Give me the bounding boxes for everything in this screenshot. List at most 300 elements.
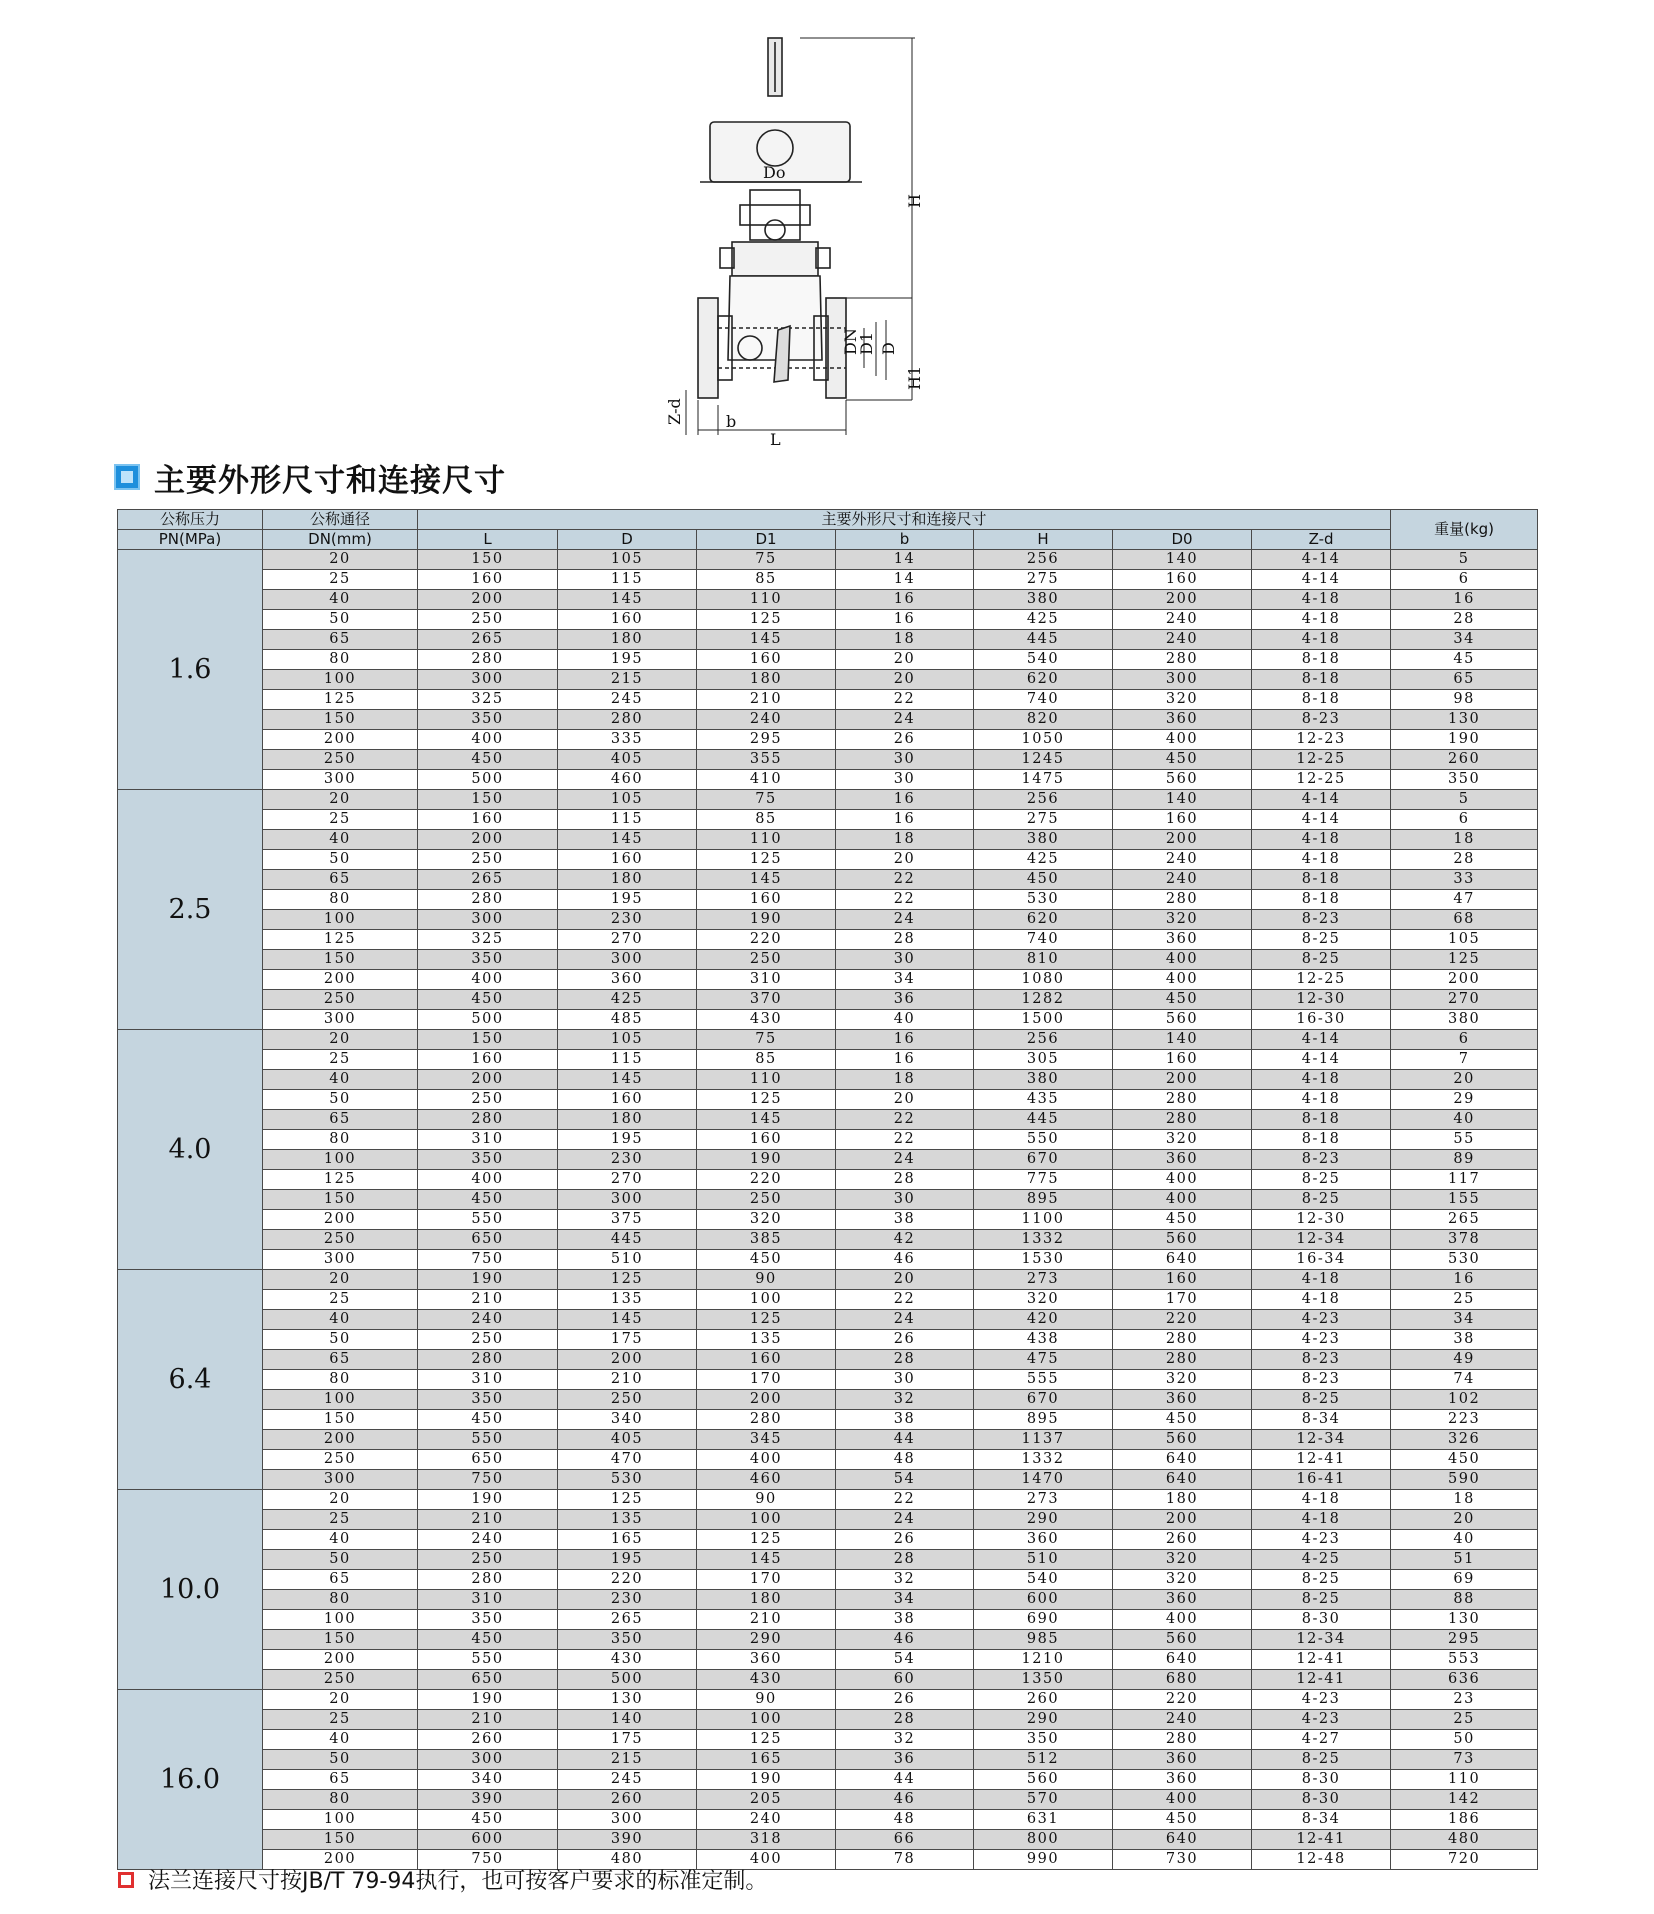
table-cell: 160 [697, 1130, 836, 1150]
table-cell: 90 [697, 1690, 836, 1710]
table-cell: 250 [697, 1190, 836, 1210]
table-cell: 22 [836, 1110, 974, 1130]
table-cell: 150 [263, 950, 418, 970]
table-row [118, 970, 1538, 990]
head-pn-cn: 公称压力 [118, 510, 263, 530]
table-cell: 260 [558, 1790, 697, 1810]
table-row [118, 1030, 1538, 1050]
table-cell: 48 [836, 1810, 974, 1830]
table-cell: 34 [1391, 630, 1538, 650]
table-cell: 4-14 [1252, 810, 1391, 830]
table-cell: 165 [558, 1530, 697, 1550]
table-cell: 530 [1391, 1250, 1538, 1270]
table-cell: 435 [974, 1090, 1113, 1110]
table-cell: 200 [1113, 830, 1252, 850]
table-cell: 320 [1113, 1550, 1252, 1570]
table-cell: 80 [263, 650, 418, 670]
table-cell: 300 [558, 950, 697, 970]
table-cell: 280 [418, 650, 558, 670]
table-cell: 50 [263, 1090, 418, 1110]
table-cell: 320 [1113, 910, 1252, 930]
table-cell: 560 [1113, 770, 1252, 790]
head-col-h: H [974, 530, 1113, 550]
table-cell: 26 [836, 1530, 974, 1550]
table-cell: 220 [558, 1570, 697, 1590]
table-cell: 450 [1391, 1450, 1538, 1470]
pressure-cell: 6.4 [118, 1270, 263, 1490]
footnote-bullet-icon [118, 1872, 134, 1888]
table-cell: 80 [263, 1130, 418, 1150]
table-cell: 16 [836, 1050, 974, 1070]
table-cell: 295 [1391, 1630, 1538, 1650]
table-cell: 60 [836, 1670, 974, 1690]
table-cell: 450 [418, 990, 558, 1010]
table-cell: 550 [418, 1430, 558, 1450]
table-cell: 240 [1113, 630, 1252, 650]
table-cell: 256 [974, 550, 1113, 570]
pressure-cell: 1.6 [118, 550, 263, 790]
table-cell: 16-34 [1252, 1250, 1391, 1270]
table-cell: 250 [263, 990, 418, 1010]
table-cell: 560 [1113, 1430, 1252, 1450]
table-row [118, 850, 1538, 870]
table-cell: 510 [558, 1250, 697, 1270]
pressure-cell: 4.0 [118, 1030, 263, 1270]
table-cell: 210 [697, 690, 836, 710]
table-cell: 175 [558, 1330, 697, 1350]
table-cell: 8-23 [1252, 1350, 1391, 1370]
table-cell: 150 [418, 1030, 558, 1050]
table-cell: 250 [418, 610, 558, 630]
table-cell: 270 [558, 930, 697, 950]
table-cell: 325 [418, 690, 558, 710]
table-cell: 200 [418, 1070, 558, 1090]
table-cell: 360 [1113, 1590, 1252, 1610]
table-cell: 12-25 [1252, 770, 1391, 790]
table-row [118, 1010, 1538, 1030]
table-cell: 180 [558, 1110, 697, 1130]
table-row [118, 550, 1538, 570]
table-cell: 75 [697, 1030, 836, 1050]
table-cell: 355 [697, 750, 836, 770]
table-row [118, 1570, 1538, 1590]
table-cell: 40 [263, 590, 418, 610]
table-cell: 1470 [974, 1470, 1113, 1490]
table-cell: 160 [1113, 1050, 1252, 1070]
table-cell: 8-18 [1252, 1130, 1391, 1150]
table-cell: 260 [1113, 1530, 1252, 1550]
table-cell: 1210 [974, 1650, 1113, 1670]
table-cell: 8-25 [1252, 1170, 1391, 1190]
table-cell: 16-30 [1252, 1010, 1391, 1030]
table-cell: 260 [1391, 750, 1538, 770]
table-cell: 50 [263, 850, 418, 870]
table-cell: 160 [558, 610, 697, 630]
table-cell: 300 [418, 910, 558, 930]
table-row [118, 830, 1538, 850]
table-cell: 30 [836, 1190, 974, 1210]
table-cell: 380 [974, 1070, 1113, 1090]
table-row [118, 950, 1538, 970]
table-cell: 560 [1113, 1010, 1252, 1030]
table-cell: 450 [974, 870, 1113, 890]
table-cell: 320 [1113, 1570, 1252, 1590]
table-cell: 400 [1113, 1790, 1252, 1810]
table-cell: 360 [1113, 1390, 1252, 1410]
table-cell: 4-18 [1252, 850, 1391, 870]
table-cell: 8-18 [1252, 670, 1391, 690]
table-row [118, 1590, 1538, 1610]
table-row [118, 670, 1538, 690]
table-cell: 98 [1391, 690, 1538, 710]
table-cell: 6 [1391, 1030, 1538, 1050]
table-cell: 135 [558, 1510, 697, 1530]
table-cell: 44 [836, 1430, 974, 1450]
table-cell: 230 [558, 1590, 697, 1610]
table-cell: 380 [974, 590, 1113, 610]
table-cell: 54 [836, 1650, 974, 1670]
table-cell: 450 [1113, 1210, 1252, 1230]
table-cell: 8-18 [1252, 650, 1391, 670]
table-cell: 22 [836, 1290, 974, 1310]
table-cell: 400 [1113, 1610, 1252, 1630]
table-cell: 560 [1113, 1630, 1252, 1650]
table-cell: 4-23 [1252, 1330, 1391, 1350]
table-cell: 620 [974, 670, 1113, 690]
table-cell: 150 [263, 1630, 418, 1650]
label-dn: DN [841, 328, 860, 355]
footnote [118, 1864, 767, 1895]
table-cell: 20 [836, 1090, 974, 1110]
table-cell: 335 [558, 730, 697, 750]
table-cell: 430 [558, 1650, 697, 1670]
table-cell: 445 [558, 1230, 697, 1250]
table-row [118, 1370, 1538, 1390]
table-cell: 400 [1113, 730, 1252, 750]
table-cell: 73 [1391, 1750, 1538, 1770]
table-cell: 200 [263, 970, 418, 990]
table-cell: 220 [1113, 1690, 1252, 1710]
table-cell: 560 [1113, 1230, 1252, 1250]
table-cell: 24 [836, 710, 974, 730]
table-cell: 256 [974, 790, 1113, 810]
head-dn-cn: 公称通径 [263, 510, 418, 530]
table-cell: 530 [974, 890, 1113, 910]
table-cell: 480 [558, 1850, 697, 1870]
pressure-cell: 10.0 [118, 1490, 263, 1690]
table-cell: 40 [263, 1070, 418, 1090]
table-cell: 45 [1391, 650, 1538, 670]
table-row [118, 1450, 1538, 1470]
table-cell: 50 [263, 1750, 418, 1770]
table-cell: 240 [697, 710, 836, 730]
table-cell: 20 [263, 1030, 418, 1050]
head-pn-en: PN(MPa) [118, 530, 263, 550]
table-cell: 800 [974, 1830, 1113, 1850]
table-cell: 38 [836, 1610, 974, 1630]
table-cell: 200 [263, 1650, 418, 1670]
table-row [118, 650, 1538, 670]
table-row [118, 990, 1538, 1010]
table-cell: 600 [974, 1590, 1113, 1610]
table-cell: 1332 [974, 1450, 1113, 1470]
table-cell: 65 [263, 1570, 418, 1590]
table-cell: 540 [974, 1570, 1113, 1590]
table-cell: 65 [263, 870, 418, 890]
table-cell: 20 [263, 1490, 418, 1510]
table-cell: 8-30 [1252, 1770, 1391, 1790]
table-row [118, 1350, 1538, 1370]
table-row [118, 1830, 1538, 1850]
table-row [118, 1610, 1538, 1630]
table-cell: 210 [418, 1290, 558, 1310]
table-cell: 305 [974, 1050, 1113, 1070]
table-cell: 6 [1391, 570, 1538, 590]
table-cell: 190 [418, 1690, 558, 1710]
table-cell: 145 [697, 870, 836, 890]
table-row [118, 1470, 1538, 1490]
table-cell: 640 [1113, 1470, 1252, 1490]
table-cell: 170 [697, 1570, 836, 1590]
table-cell: 350 [1391, 770, 1538, 790]
table-cell: 265 [418, 870, 558, 890]
label-h: H [905, 194, 924, 208]
table-cell: 25 [1391, 1290, 1538, 1310]
table-row [118, 1770, 1538, 1790]
table-cell: 640 [1113, 1450, 1252, 1470]
table-cell: 280 [1113, 890, 1252, 910]
table-cell: 130 [1391, 1610, 1538, 1630]
table-row [118, 930, 1538, 950]
table-cell: 720 [1391, 1850, 1538, 1870]
table-row [118, 1690, 1538, 1710]
table-cell: 390 [558, 1830, 697, 1850]
table-row [118, 1530, 1538, 1550]
table-cell: 8-18 [1252, 690, 1391, 710]
table-cell: 360 [1113, 930, 1252, 950]
table-cell: 170 [1113, 1290, 1252, 1310]
table-cell: 450 [418, 1630, 558, 1650]
table-cell: 16 [836, 610, 974, 630]
table-cell: 620 [974, 910, 1113, 930]
label-l: L [770, 430, 781, 449]
table-row [118, 610, 1538, 630]
table-cell: 280 [558, 710, 697, 730]
table-cell: 16 [836, 590, 974, 610]
table-cell: 512 [974, 1750, 1113, 1770]
head-col-d: D [558, 530, 697, 550]
table-cell: 90 [697, 1270, 836, 1290]
table-row [118, 1730, 1538, 1750]
table-cell: 30 [836, 750, 974, 770]
table-cell: 105 [558, 550, 697, 570]
table-cell: 200 [1113, 590, 1252, 610]
table-cell: 360 [558, 970, 697, 990]
table-row [118, 1390, 1538, 1410]
table-cell: 300 [263, 770, 418, 790]
table-cell: 430 [697, 1010, 836, 1030]
table-cell: 820 [974, 710, 1113, 730]
table-cell: 50 [263, 610, 418, 630]
table-cell: 100 [263, 1150, 418, 1170]
table-cell: 450 [418, 750, 558, 770]
table-cell: 690 [974, 1610, 1113, 1630]
table-cell: 140 [1113, 550, 1252, 570]
table-cell: 540 [974, 650, 1113, 670]
table-cell: 250 [418, 1550, 558, 1570]
table-row [118, 1150, 1538, 1170]
table-cell: 16 [836, 1030, 974, 1050]
table-cell: 300 [263, 1250, 418, 1270]
table-cell: 12-30 [1252, 1210, 1391, 1230]
table-cell: 155 [1391, 1190, 1538, 1210]
head-dn-en: DN(mm) [263, 530, 418, 550]
table-cell: 4-14 [1252, 1030, 1391, 1050]
table-cell: 280 [418, 1110, 558, 1130]
table-body [118, 550, 1538, 1870]
table-cell: 445 [974, 630, 1113, 650]
label-zd: Z-d [665, 398, 684, 425]
table-cell: 125 [558, 1490, 697, 1510]
table-cell: 12-23 [1252, 730, 1391, 750]
table-row [118, 750, 1538, 770]
table-cell: 140 [1113, 1030, 1252, 1050]
table-cell: 270 [558, 1170, 697, 1190]
table-cell: 650 [418, 1450, 558, 1470]
table-cell: 680 [1113, 1670, 1252, 1690]
table-cell: 230 [558, 910, 697, 930]
table-cell: 195 [558, 890, 697, 910]
table-cell: 40 [263, 1310, 418, 1330]
table-row [118, 1110, 1538, 1130]
table-cell: 400 [418, 970, 558, 990]
head-col-b: b [836, 530, 974, 550]
table-cell: 1245 [974, 750, 1113, 770]
table-row [118, 630, 1538, 650]
table-cell: 100 [697, 1510, 836, 1530]
table-cell: 390 [418, 1790, 558, 1810]
table-row [118, 1230, 1538, 1250]
table-cell: 160 [418, 570, 558, 590]
table-cell: 223 [1391, 1410, 1538, 1430]
table-cell: 345 [697, 1430, 836, 1450]
label-do: Do [763, 163, 786, 182]
table-cell: 20 [836, 1270, 974, 1290]
table-cell: 550 [418, 1650, 558, 1670]
table-cell: 640 [1113, 1830, 1252, 1850]
table-cell: 25 [263, 1290, 418, 1310]
table-cell: 22 [836, 690, 974, 710]
table-cell: 550 [418, 1210, 558, 1230]
table-cell: 145 [697, 1550, 836, 1570]
table-cell: 650 [418, 1230, 558, 1250]
table-cell: 190 [418, 1490, 558, 1510]
table-cell: 25 [263, 570, 418, 590]
table-cell: 280 [1113, 1090, 1252, 1110]
table-cell: 150 [263, 1190, 418, 1210]
table-cell: 190 [697, 910, 836, 930]
table-cell: 250 [418, 1330, 558, 1350]
table-cell: 400 [418, 730, 558, 750]
table-cell: 1500 [974, 1010, 1113, 1030]
table-cell: 5 [1391, 790, 1538, 810]
table-cell: 4-14 [1252, 550, 1391, 570]
table-cell: 650 [418, 1670, 558, 1690]
table-cell: 180 [697, 1590, 836, 1610]
table-cell: 240 [418, 1310, 558, 1330]
table-cell: 1282 [974, 990, 1113, 1010]
table-cell: 8-18 [1252, 870, 1391, 890]
table-cell: 18 [1391, 830, 1538, 850]
table-cell: 380 [1391, 1010, 1538, 1030]
table-cell: 8-18 [1252, 1110, 1391, 1130]
table-cell: 175 [558, 1730, 697, 1750]
table-cell: 485 [558, 1010, 697, 1030]
table-cell: 190 [418, 1270, 558, 1290]
table-cell: 4-18 [1252, 1510, 1391, 1530]
table-row [118, 910, 1538, 930]
table-cell: 740 [974, 690, 1113, 710]
table-cell: 100 [263, 670, 418, 690]
table-cell: 350 [418, 710, 558, 730]
table-cell: 425 [558, 990, 697, 1010]
table-cell: 280 [697, 1410, 836, 1430]
table-cell: 438 [974, 1330, 1113, 1350]
table-row [118, 1090, 1538, 1110]
table-cell: 750 [418, 1470, 558, 1490]
table-cell: 36 [836, 990, 974, 1010]
table-cell: 265 [1391, 1210, 1538, 1230]
table-cell: 8-25 [1252, 1590, 1391, 1610]
table-row [118, 1790, 1538, 1810]
head-col-d1: D1 [697, 530, 836, 550]
table-cell: 20 [836, 650, 974, 670]
table-cell: 378 [1391, 1230, 1538, 1250]
table-cell: 28 [836, 930, 974, 950]
table-cell: 200 [1113, 1510, 1252, 1530]
table-cell: 500 [558, 1670, 697, 1690]
table-cell: 310 [418, 1130, 558, 1150]
table-cell: 46 [836, 1630, 974, 1650]
table-cell: 273 [974, 1270, 1113, 1290]
table-cell: 450 [1113, 990, 1252, 1010]
table-cell: 24 [836, 1310, 974, 1330]
table-row [118, 1050, 1538, 1070]
table-cell: 405 [558, 750, 697, 770]
table-cell: 102 [1391, 1390, 1538, 1410]
table-cell: 200 [418, 590, 558, 610]
table-cell: 125 [263, 690, 418, 710]
table-row [118, 590, 1538, 610]
head-col-l: L [418, 530, 558, 550]
table-cell: 4-14 [1252, 1050, 1391, 1070]
table-row [118, 570, 1538, 590]
table-row [118, 1130, 1538, 1150]
table-cell: 300 [418, 1750, 558, 1770]
table-cell: 160 [558, 1090, 697, 1110]
table-cell: 12-25 [1252, 750, 1391, 770]
table-cell: 125 [697, 850, 836, 870]
table-row [118, 1750, 1538, 1770]
table-cell: 300 [263, 1010, 418, 1030]
table-cell: 75 [697, 790, 836, 810]
table-cell: 420 [974, 1310, 1113, 1330]
table-cell: 69 [1391, 1570, 1538, 1590]
table-cell: 230 [558, 1150, 697, 1170]
table-cell: 65 [263, 1110, 418, 1130]
table-cell: 29 [1391, 1090, 1538, 1110]
table-cell: 280 [1113, 1350, 1252, 1370]
